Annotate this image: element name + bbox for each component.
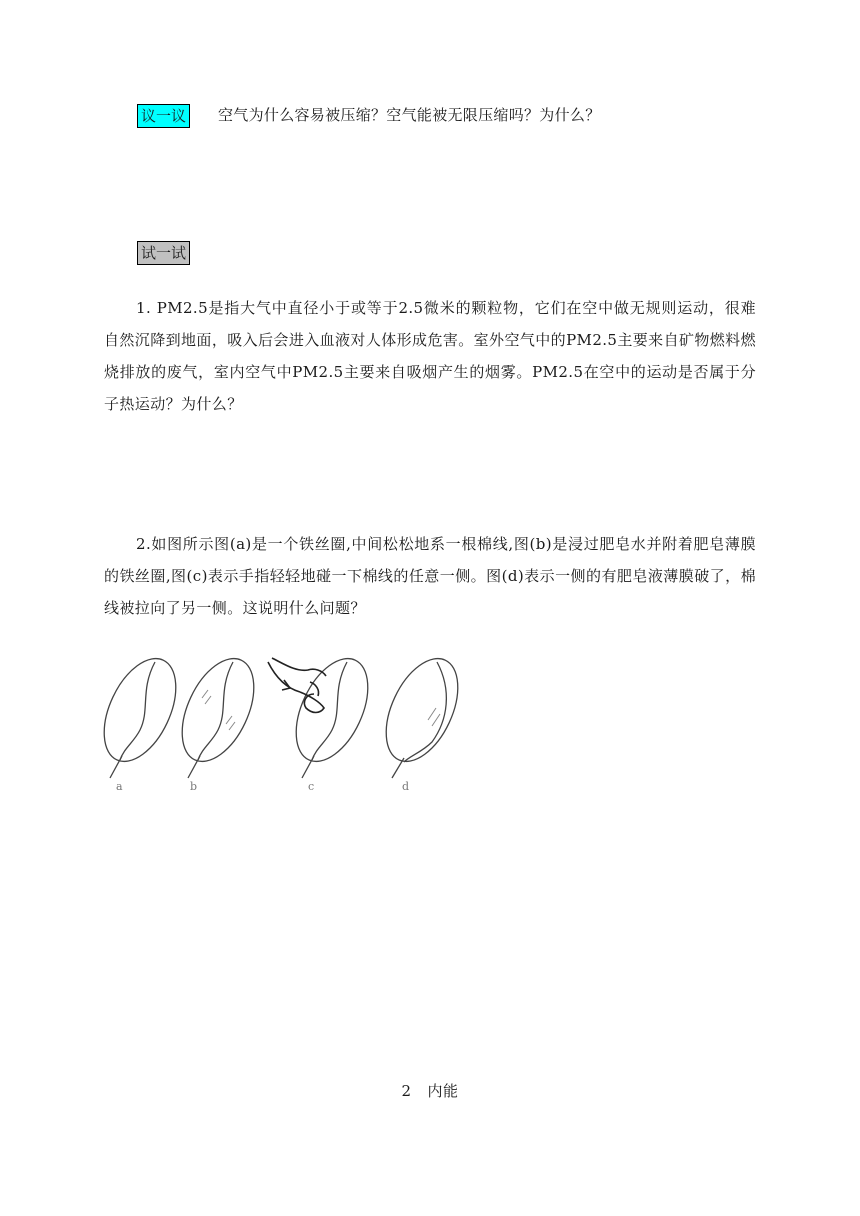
chapter-title: 内能 bbox=[427, 1082, 459, 1100]
discuss-question: 空气为什么容易被压缩？空气能被无限压缩吗？为什么？ bbox=[218, 106, 601, 124]
page-footer bbox=[0, 1080, 860, 1101]
figure-label-b: b bbox=[190, 780, 198, 793]
loop-a bbox=[100, 650, 190, 778]
finger-icon bbox=[268, 658, 326, 713]
loop-d bbox=[372, 650, 473, 778]
page-number: 2 bbox=[401, 1082, 412, 1100]
question-1: 1. PM2.5是指大气中直径小于或等于2.5微米的颗粒物，它们在空中做无规则运动，很难自然沉降到地面，吸入后会进入血液对人体形成危害。室外空气中的PM2.5主要来自矿物燃料燃烧排放的废气，室内空气中PM2.5主要来自吸烟产生的烟雾。PM2.5在空中的运动是否属于分子热运动？为什么？ bbox=[104, 299, 756, 413]
loop-c bbox=[268, 650, 382, 778]
figure-label-c: c bbox=[308, 780, 315, 793]
question-2: 2.如图所示图(a)是一个铁丝圈,中间松松地系一根棉线,图(b)是浸过肥皂水并附着肥皂薄膜的铁丝圈,图(c)表示手指轻轻地碰一下棉线的任意一侧。图(d)表示一侧的有肥皂液薄膜破了，棉线被拉向了另一侧。这说明什么问题？ bbox=[104, 535, 756, 617]
figure-label-d: d bbox=[402, 780, 410, 793]
try-label: 试一试 bbox=[137, 241, 190, 265]
figure-label-a: a bbox=[116, 780, 123, 793]
discuss-label: 议一议 bbox=[137, 104, 190, 128]
wire-loop-figure bbox=[100, 650, 480, 800]
loop-b bbox=[168, 650, 269, 778]
